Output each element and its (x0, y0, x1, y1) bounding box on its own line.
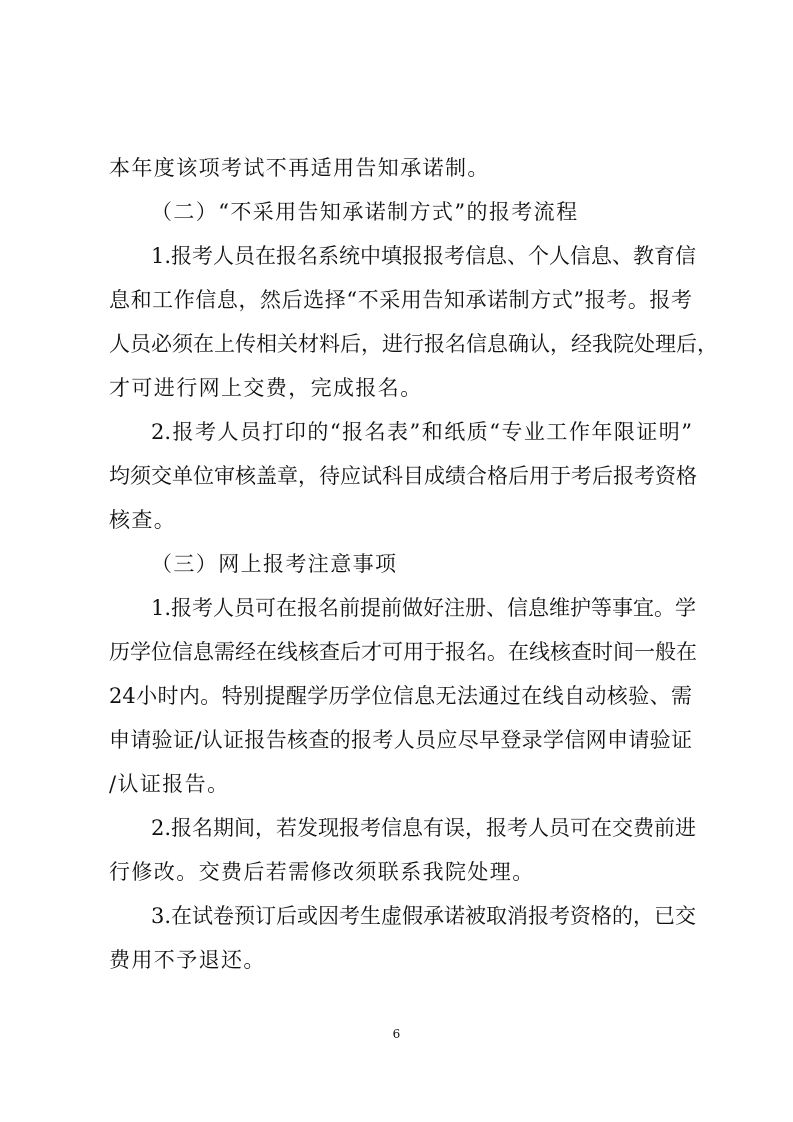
paragraph-line: 1.报考人员在报名系统中填报报考信息、个人信息、教育信 (151, 244, 697, 268)
section-heading-3: （三）网上报考注意事项 (151, 552, 398, 576)
paragraph-line: 人员必须在上传相关材料后，进行报名信息确认，经我院处理后， (109, 332, 718, 356)
paragraph-line: 行修改。交费后若需修改须联系我院处理。 (109, 860, 535, 884)
paragraph-line: 均须交单位审核盖章，待应试科目成绩合格后用于考后报考资格 (109, 464, 697, 488)
paragraph-line: 本年度该项考试不再适用告知承诺制。 (109, 156, 490, 180)
paragraph-line: 申请验证/认证报告核查的报考人员应尽早登录学信网申请验证 (109, 728, 692, 752)
page-number: 6 (392, 1027, 401, 1041)
paragraph-line: 核查。 (109, 508, 177, 532)
paragraph-line: 才可进行网上交费，完成报名。 (109, 376, 423, 400)
paragraph-line: 2.报考人员打印的“报名表”和纸质“专业工作年限证明” (151, 420, 692, 444)
paragraph-line: 费用不予退还。 (109, 948, 266, 972)
paragraph-line: 历学位信息需经在线核查后才可用于报名。在线核查时间一般在 (109, 640, 697, 664)
paragraph-line: 息和工作信息，然后选择“不采用告知承诺制方式”报考。报考 (109, 288, 692, 312)
paragraph-line: 24小时内。特别提醒学历学位信息无法通过在线自动核验、需 (109, 684, 692, 708)
paragraph-line: /认证报告。 (109, 772, 230, 796)
section-heading-2: （二）“不采用告知承诺制方式”的报考流程 (151, 200, 579, 224)
paragraph-line: 3.在试卷预订后或因考生虚假承诺被取消报考资格的，已交 (151, 904, 697, 928)
paragraph-line: 1.报考人员可在报名前提前做好注册、信息维护等事宜。学 (151, 596, 697, 620)
paragraph-line: 2.报名期间，若发现报考信息有误，报考人员可在交费前进 (151, 816, 697, 840)
